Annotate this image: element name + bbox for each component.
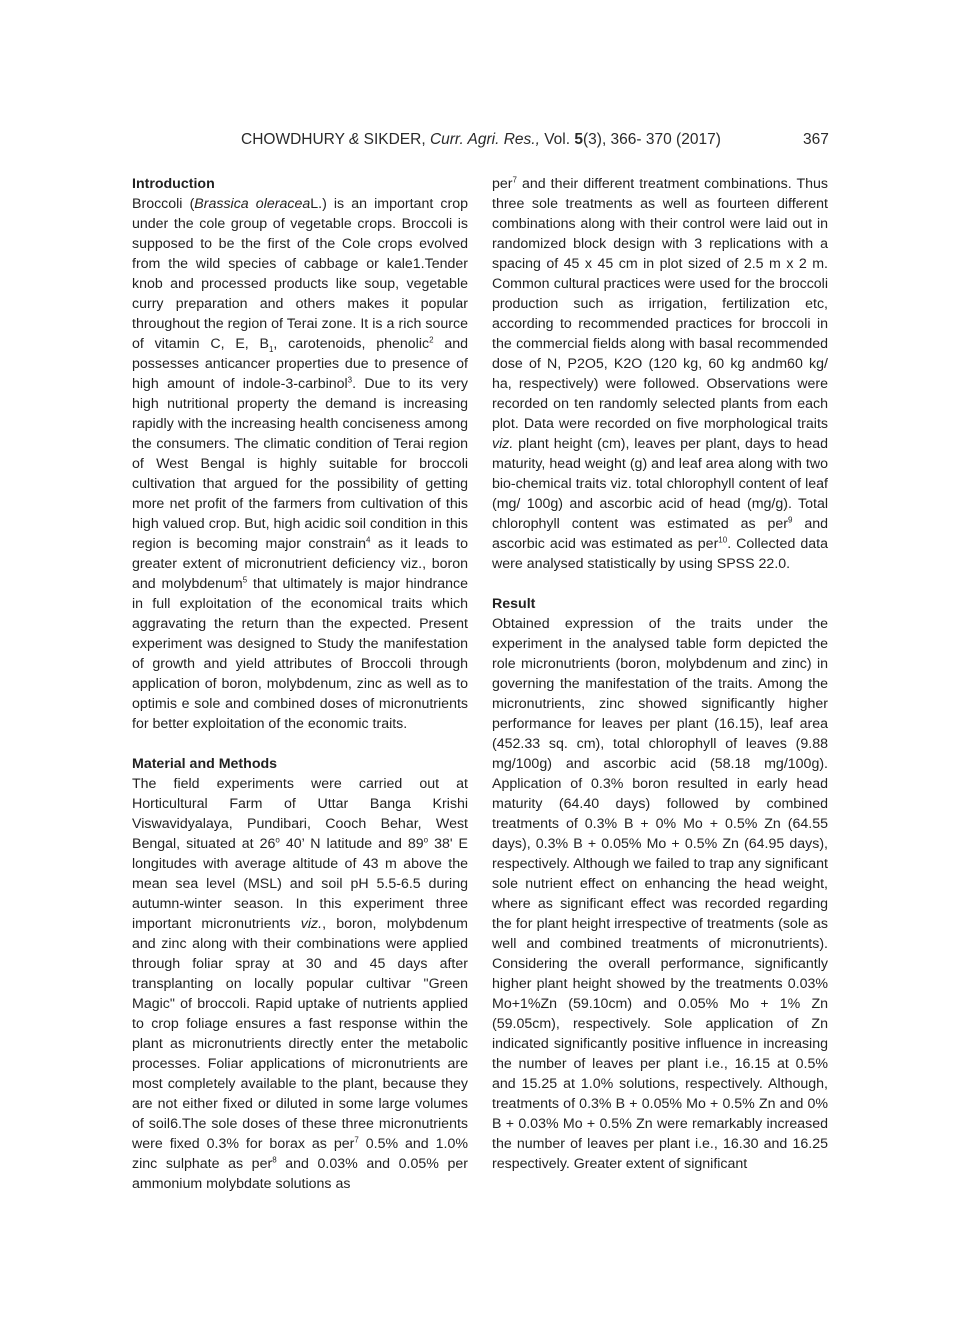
citation-ref: 3 — [347, 375, 353, 385]
right-column — [492, 174, 828, 1174]
species-name: Brassica oleracea — [194, 196, 311, 212]
methods-heading: Material and Methods — [132, 756, 278, 772]
running-header — [0, 131, 960, 151]
citation-ref: 2 — [429, 335, 434, 345]
header-ampersand: & — [348, 131, 360, 148]
section-gap — [132, 734, 468, 754]
degree-sign: o — [423, 835, 429, 845]
section-gap — [492, 574, 828, 594]
header-issue-pages: (3), 366- 370 (2017) — [583, 131, 721, 148]
header-journal: Curr. Agri. Res., — [429, 131, 540, 148]
degree-sign: o — [275, 835, 280, 845]
header-authors-2: SIKDER, — [363, 131, 426, 148]
citation-ref: 4 — [365, 535, 371, 545]
introduction-paragraph: Broccoli (Brassica oleraceaL.) is an important crop under the cole group of vegetable crops. Broccoli is supposed to be the first of the Cole crops evolved from the wild species of cabbage or kale1.Tender knob and processed products like soup, vegetable curry preparation and others makes it popular throughout the region of Terai zone. It is a rich source of vitamin C, E, $B_1$, carotenoids, phenolic$^2$ and possesses anticancer properties due to presence of high amount of indole-3-carbinol$^3$. Due to its very high nutritional property the demand is increasing rapidly with the increasing health conciseness among the consumers. The climatic condition of Terai region of West Bengal is highly suitable for broccoli cultivation that argued for the possibility of getting more net profit of the farmers from cultivation of this high valued crop. But, high acidic soil condition in this region is becoming major constrain$^4$ as it leads to greater extent of micronutrient deficiency viz., boron and molybdenum$^5$ that ultimately is major hindrance in full exploitation of the economical traits which aggravating the return than the expected. Present experiment was designed to Study the manifestation of growth and yield attributes of Broccoli through application of boron, molybdenum, zinc as well as to optimis e sole and combined doses of micronutrients for better exploitation of the economic traits. — [132, 196, 468, 732]
methods-paragraph: The field experiments were carried out at Horticultural Farm of Uttar Banga Krishi Viswavidyalaya, Pundibari, Cooch Behar, West Bengal, situated at 26$^o$ 40’ N latitude and 89$^o$ 38' E longitudes with average altitude of 43 m above the mean sea level (MSL) and soil pH 5.5-6.5 during autumn-winter season. In this experiment three important micronutrients viz., boron, molybdenum and zinc along with their combinations were applied through foliar spray at 30 and 45 days after transplanting on locally popular cultivar "Green Magic" of broccoli. Rapid uptake of nutrients applied to crop foliage ensures a fast response within the plant as micronutrients directly enter the metabolic processes. Foliar applications of micronutrients are most completely available to the plant, because they are not either fixed or diluted in some large volumes of soil6.The sole doses of these three micronutrients were fixed 0.3% for borax as per$^7$ 0.5% and 1.0% zinc sulphate as per$^8$ and 0.03% and 0.05% per ammonium molybdate solutions as — [132, 776, 469, 1192]
left-column — [132, 174, 468, 1194]
page-number: 367 — [803, 131, 829, 148]
citation-ref: 7 — [354, 1135, 359, 1145]
header-authors: CHOWDHURY — [241, 131, 345, 148]
header-volume: 5 — [574, 131, 583, 148]
result-paragraph: Obtained expression of the traits under the experiment in the analysed table form depicted the role micronutrients (boron, molybdenum and zinc) in governing the manifestation of the traits. Among the micronutrients, zinc showed significantly higher performance for leaves per plant (16.15), leaf area (452.33 sq. cm), total chlorophyll of leaves (9.88 mg/100g) and ascorbic acid (58.18 mg/100g). Application of 0.3% boron resulted in early head maturity (64.40 days) followed by combined treatments of 0.3% B + 0% Mo + 0.5% Zn (64.55 days), 0.3% B + 0.05% Mo + 0.5% Zn (64.95 days), respectively. Although we failed to trap any significant sole nutrient effect on enhancing the head weight, where as significant effect was recorded regarding the for plant height irrespective of treatments (sole as well and combined treatments of micronutrients). Considering the overall performance, significantly higher plant height showed by the treatments 0.03% Mo+1%Zn (59.10cm) and 0.05% Mo + 1% Zn (59.05cm), respectively. Sole application of Zn indicated significantly positive influence in increasing the number of leaves per plant i.e., 16.15 at 0.5% and 15.25 at 1.0% solutions, respectively. Although, treatments of 0.3% B + 0.05% Mo + 0.5% Zn and 0% B + 0.03% Mo + 0.5% Zn were remarkably increased the number of leaves per plant i.e., 16.30 and 16.25 respectively. Greater extent of significant — [492, 616, 828, 1172]
methods-paragraph-continued: per$^7$ and their different treatment combinations. Thus three sole treatments as well as fourteen different combinations along with their control were laid out in randomized block design with 3 replications with a spacing of 45 x 45 cm in plot sized of 2.5 m x 2 m. Common cultural practices were used for the broccoli production such as irrigation, fertilization etc, according to recommended practices for broccoli in the commercial fields along with basal recommended dose of N, P2O5, K2O (120 kg, 60 kg andm60 kg/ ha, respectively) were followed. Observations were recorded on ten randomly selected plants from each plot. Data were recorded on five morphological traits viz. plant height (cm), leaves per plant, days to head maturity, head weight (g) and leaf area along with two bio-chemical traits viz. total chlorophyll content of leaf (mg/ 100g) and ascorbic acid of head (mg/g). Total chlorophyll content was estimated as per$^9$ and ascorbic acid was estimated as per$^{10}$. Collected data were analysed statistically by using SPSS 22.0. — [492, 175, 828, 572]
citation-ref: 7 — [512, 175, 517, 185]
citation-ref: 8 — [272, 1155, 277, 1165]
citation-ref: 5 — [242, 575, 248, 585]
citation-ref: 9 — [787, 515, 793, 525]
citation-ref: 10 — [718, 535, 728, 545]
result-heading: Result — [492, 596, 536, 612]
citation-line — [241, 131, 721, 149]
header-vol-label: Vol. — [544, 131, 571, 148]
introduction-heading: Introduction — [132, 176, 215, 192]
